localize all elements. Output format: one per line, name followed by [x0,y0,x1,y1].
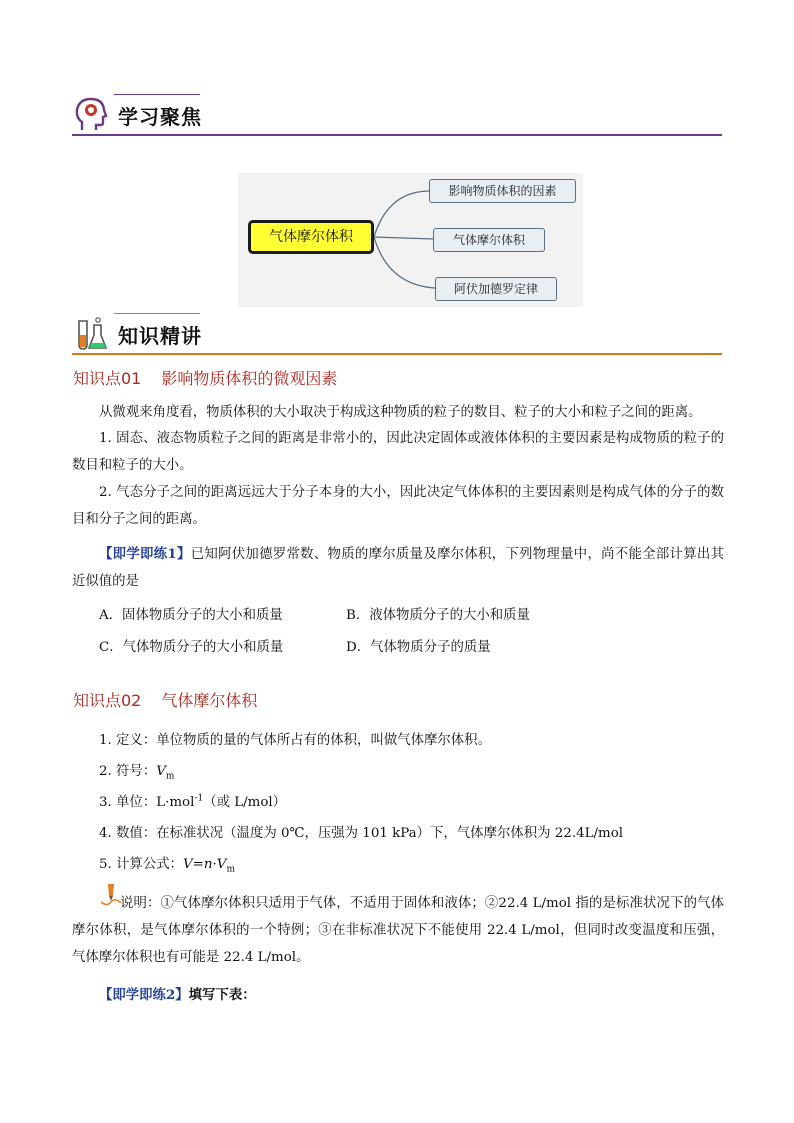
head-brain-icon [74,96,108,132]
kp2-practice [99,984,256,1003]
practice2-label: 【即学即练2】 [99,987,189,1003]
header-accent-line [114,94,200,95]
unit-alt: （或 L/mol） [203,795,287,810]
kp1-title: 影响物质体积的微观因素 [161,369,338,388]
kp2-unit [99,791,286,810]
knowledge-section-header [72,313,722,355]
kp2-value: 4. 数值：在标准状况（温度为 0℃，压强为 101 kPa）下，气体摩尔体积为 22.4L/mol [99,826,624,841]
option-a: A．固体物质分子的大小和质量 [99,608,283,623]
kp1-intro: 从微观来角度看，物质体积的大小取决于构成这种物质的粒子的数目、粒子的大小和粒子之间的距离。 [99,405,702,420]
kp2-symbol [99,760,174,782]
kp1-number: 知识点01 [73,369,142,388]
mindmap-center-node: 气体摩尔体积 [248,220,374,254]
symbol-sub: m [165,771,175,782]
formula-v: V [183,857,193,872]
formula-label: 5. 计算公式： [99,857,183,872]
kp2-number: 知识点02 [73,691,142,710]
kp1-practice [72,541,724,595]
unit-text: 3. 单位：L·mol [99,795,195,810]
header-accent-line [114,313,200,314]
mindmap-node-avogadro: 阿伏加德罗定律 [435,277,557,301]
kp2-definition: 1. 定义：单位物质的量的气体所占有的体积，叫做气体摩尔体积。 [99,733,491,748]
practice-label: 【即学即练1】 [99,546,191,562]
mindmap-node-factors: 影响物质体积的因素 [429,179,576,203]
kp2-formula [99,853,235,875]
practice-question: 已知阿伏加德罗常数、物质的摩尔质量及摩尔体积，下列物理量中，尚不能全部计算出其近似值的是 [72,547,724,589]
symbol-v: V [156,764,166,779]
unit-exponent: -1 [194,793,204,804]
option-c: C．气体物质分子的大小和质量 [99,640,284,655]
kp1-heading [73,366,337,389]
formula-sub: m [226,864,236,875]
kp2-note: 说明：①气体摩尔体积只适用于气体，不适用于固体和液体；②22.4 L/mol 指的是标准状况下的气体摩尔体积，是气体摩尔体积的一个特例；③在非标准状况下不能使用 22.4 L/mol，但同时改变温度和压强，气体摩尔体积也有可能是 22.4 L/mol。 [72,896,724,965]
kp2-title: 气体摩尔体积 [161,691,258,710]
lab-flask-icon [74,315,108,351]
knowledge-section-title: 知识精讲 [118,324,202,348]
focus-section-header [72,94,722,136]
formula-dot: · [212,857,217,872]
focus-section-title: 学习聚焦 [118,105,202,129]
formula-equals: = [192,857,204,872]
kp1-item1: 1. 固态、液态物质粒子之间的距离是非常小的，因此决定固体或液体体积的主要因素是构成物质的粒子的数目和粒子的大小。 [72,431,724,473]
kp2-heading [73,688,257,711]
formula-n: n [203,857,213,872]
header-underline [72,134,722,136]
kp1-item2: 2. 气态分子之间的距离远远大于分子本身的大小，因此决定气体体积的主要因素则是构成气体的分子的数目和分子之间的距离。 [72,485,724,527]
practice2-question: 填写下表： [188,987,256,1003]
formula-vm: V [216,857,227,872]
mindmap-node-molar-volume: 气体摩尔体积 [433,228,545,252]
symbol-label: 2. 符号： [99,764,157,779]
header-underline [72,353,722,355]
option-b: B．液体物质分子的大小和质量 [346,608,530,623]
mindmap-diagram [238,173,583,307]
option-d: D．气体物质分子的质量 [346,640,491,655]
